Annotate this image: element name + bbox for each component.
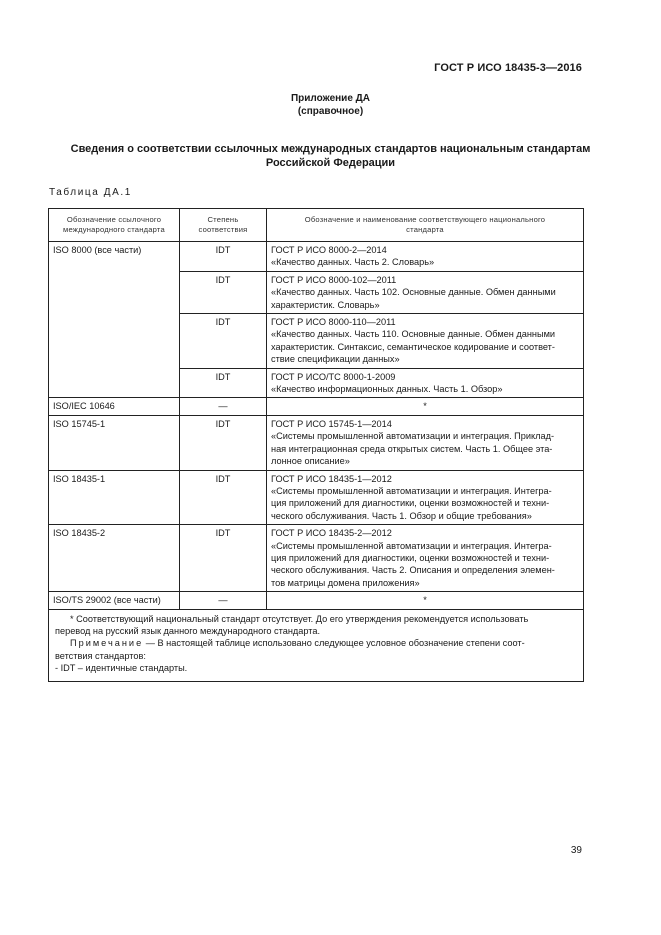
table-row <box>49 415 584 470</box>
table-row <box>49 470 584 525</box>
degree-cell: IDT <box>180 242 267 272</box>
table-footnote <box>49 609 584 681</box>
intl-standard-cell: ISO/TS 29002 (все части) <box>49 592 180 609</box>
intl-standard-cell: ISO 18435-2 <box>49 525 180 592</box>
note-line-1 <box>55 637 577 649</box>
national-standard-code: ГОСТ Р ИСО 8000-110—2011 <box>271 317 396 328</box>
degree-cell: IDT <box>180 271 267 313</box>
national-standard-cell <box>267 525 584 592</box>
national-standard-title-line: «Системы промышленной автоматизации и интеграция. Приклад- <box>271 431 555 442</box>
national-standard-cell <box>267 415 584 470</box>
table-row <box>49 525 584 592</box>
footnote-star-line-1: * Соответствующий национальный стандарт отсутствует. До его утверждения рекомендуется использовать <box>70 613 529 624</box>
table-footnote-row <box>49 609 584 681</box>
header-intl-standard: Обозначение ссылочного международного стандарта <box>49 209 180 242</box>
national-standard-code: ГОСТ Р ИСО 18435-2—2012 <box>271 528 392 539</box>
national-standard-code: ГОСТ Р ИСО/ТС 8000-1-2009 <box>271 371 396 382</box>
intl-standard-cell: ISO 15745-1 <box>49 415 180 470</box>
page-title-line-2: Российской Федерации <box>265 157 396 169</box>
national-standard-title-line: характеристик. Словарь» <box>271 299 380 310</box>
national-standard-title-line: ция приложений для диагностики, оценки возможностей и техни- <box>271 552 550 563</box>
note-label: Примечание <box>70 638 144 649</box>
page-title <box>48 142 613 170</box>
national-standard-title-line: ческого обслуживания. Часть 2. Описания и определения элемен- <box>271 565 555 576</box>
header-degree: Степень соответствия <box>180 209 267 242</box>
national-standard-code: ГОСТ Р ИСО 8000-2—2014 <box>271 245 387 255</box>
table-header-row <box>49 209 584 242</box>
degree-cell: IDT <box>180 470 267 525</box>
page-title-line-1: Сведения о соответствии ссылочных международных стандартов национальным стандартам <box>70 143 591 155</box>
note-text: — В настоящей таблице использовано следующее условное обозначение степени соот- <box>143 638 525 649</box>
national-standard-cell <box>267 314 584 369</box>
header-national-standard: Обозначение и наименование соответствующего национального стандарта <box>267 209 584 242</box>
table-row <box>49 398 584 415</box>
degree-cell: — <box>180 592 267 609</box>
national-standard-cell <box>267 271 584 313</box>
national-standard-title-line: характеристик. Синтаксис, семантическое кодирование и соответ- <box>271 341 555 352</box>
national-standard-title-line: лонное описание» <box>271 456 350 467</box>
national-standard-title-line: «Качество данных. Часть 2. Словарь» <box>271 257 435 268</box>
national-standard-title-line: тов матрицы домена приложения» <box>271 577 420 588</box>
national-standard-title-line: «Системы промышленной автоматизации и интеграция. Интегра- <box>271 540 552 551</box>
national-standard-title-line: «Системы промышленной автоматизации и интеграция. Интегра- <box>271 485 552 496</box>
degree-cell: IDT <box>180 415 267 470</box>
national-standard-cell <box>267 398 584 415</box>
table-caption: Таблица ДА.1 <box>49 187 132 198</box>
national-standard-code: ГОСТ Р ИСО 15745-1—2014 <box>271 418 392 429</box>
national-standard-code: * <box>423 401 427 412</box>
national-standard-code: ГОСТ Р ИСО 18435-1—2012 <box>271 473 392 484</box>
national-standard-code: ГОСТ Р ИСО 8000-102—2011 <box>271 274 397 285</box>
intl-standard-cell: ISO 8000 (все части) <box>49 242 180 398</box>
annex-heading <box>0 92 661 118</box>
page-number: 39 <box>570 845 582 856</box>
national-standard-code: * <box>423 595 427 606</box>
national-standard-cell <box>267 368 584 398</box>
correspondence-table <box>48 208 584 682</box>
national-standard-title-line: «Качество данных. Часть 102. Основные данные. Обмен данными <box>271 287 556 298</box>
annex-title: Приложение ДА <box>290 93 371 104</box>
degree-cell: IDT <box>180 368 267 398</box>
intl-standard-cell: ISO 18435-1 <box>49 470 180 525</box>
national-standard-title-line: ческого обслуживания. Часть 1. Обзор и общие требования» <box>271 510 532 521</box>
national-standard-cell <box>267 592 584 609</box>
degree-cell: — <box>180 398 267 415</box>
note-line-2: ветствия стандартов: <box>55 650 146 661</box>
annex-subtitle: (справочное) <box>297 106 364 117</box>
degree-cell: IDT <box>180 525 267 592</box>
national-standard-cell <box>267 470 584 525</box>
national-standard-title-line: «Качество информационных данных. Часть 1. Обзор» <box>271 384 503 395</box>
footnote-star-line-2: перевод на русский язык данного международного стандарта. <box>55 625 321 636</box>
national-standard-cell <box>267 242 584 272</box>
national-standard-title-line: ция приложений для диагностики, оценки возможностей и техни- <box>271 498 550 509</box>
national-standard-title-line: ствие спецификации данных» <box>271 354 400 365</box>
document-code: ГОСТ Р ИСО 18435-3—2016 <box>434 62 582 74</box>
table-row <box>49 592 584 609</box>
table-row <box>49 242 584 272</box>
note-line-3: - IDT – идентичные стандарты. <box>55 663 188 674</box>
intl-standard-cell: ISO/IEC 10646 <box>49 398 180 415</box>
national-standard-title-line: ная интеграционная среда открытых систем. Часть 1. Общее эта- <box>271 443 553 454</box>
degree-cell: IDT <box>180 314 267 369</box>
national-standard-title-line: «Качество данных. Часть 110. Основные данные. Обмен данными <box>271 329 556 340</box>
table-body <box>49 242 584 610</box>
